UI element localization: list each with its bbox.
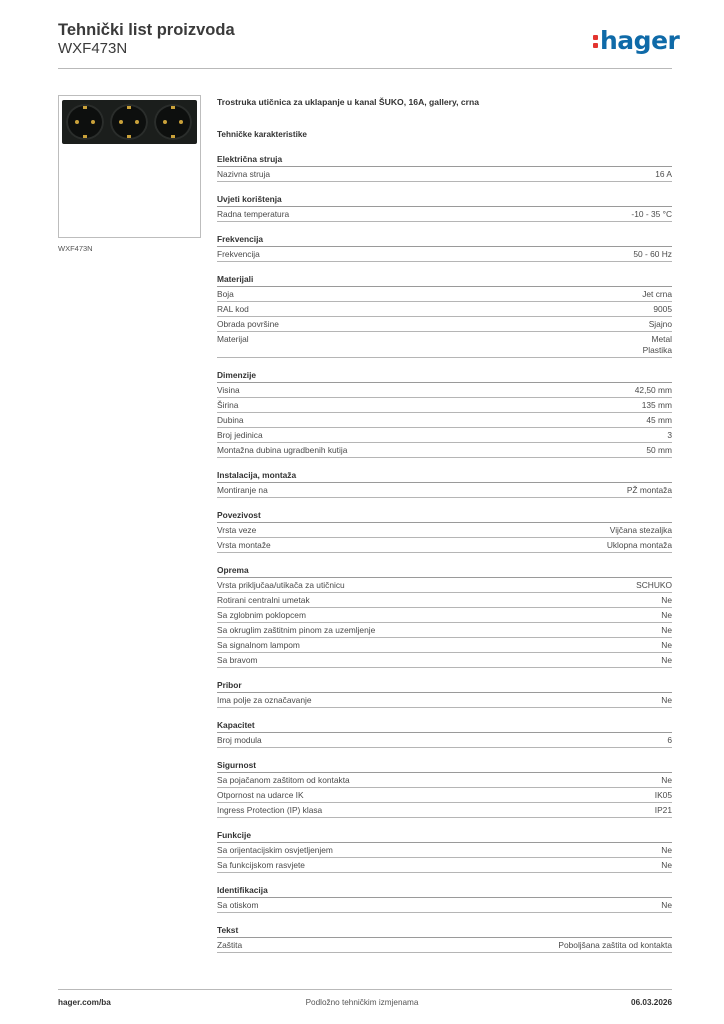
spec-value (661, 640, 672, 651)
spec-value-line: 3 (667, 429, 672, 440)
spec-value-line: SCHUKO (636, 579, 672, 590)
spec-value-line: Metal (651, 334, 672, 344)
section-title: Materijali (217, 273, 672, 287)
spec-value (655, 790, 672, 801)
spec-value-line: IK05 (654, 789, 672, 800)
section-title: Oprema (217, 564, 672, 578)
footer-notice: Podložno tehničkim izmjenama (305, 998, 419, 1007)
spec-row (217, 317, 672, 332)
section-title: Tekst (217, 924, 672, 938)
spec-value-line: 50 - 60 Hz (633, 249, 672, 259)
hager-logo (593, 28, 679, 53)
spec-row (217, 207, 672, 222)
spec-value (646, 415, 672, 426)
spec-value-line: Ne (661, 899, 672, 910)
spec-label: Materijal (217, 334, 249, 344)
spec-row (217, 843, 672, 858)
spec-value-line: Ne (661, 859, 672, 870)
spec-content (217, 95, 672, 953)
spec-row (217, 803, 672, 818)
section-title: Dimenzije (217, 369, 672, 383)
section-title: Funkcije (217, 829, 672, 843)
spec-section (217, 884, 672, 913)
spec-value (607, 540, 672, 551)
spec-label: Frekvencija (217, 249, 260, 259)
spec-section (217, 829, 672, 873)
spec-label: Sa orijentacijskim osvjetljenjem (217, 844, 333, 855)
product-description: Trostruka utičnica za uklapanje u kanal ŠUKO, 16A, gallery, crna (217, 97, 480, 107)
spec-row (217, 898, 672, 913)
spec-value-line: 9005 (653, 304, 672, 314)
spec-row (217, 483, 672, 498)
characteristics-heading: Tehničke karakteristike (217, 130, 307, 139)
spec-value-line: 42,50 mm (634, 384, 672, 395)
spec-label: Rotirani centralni umetak (217, 594, 310, 605)
spec-value (661, 695, 672, 706)
spec-value (661, 860, 672, 871)
logo-dots-icon (593, 28, 598, 48)
spec-row (217, 593, 672, 608)
spec-value-line: -10 - 35 °C (631, 209, 672, 219)
spec-row (217, 167, 672, 182)
spec-value (655, 805, 672, 816)
spec-value (661, 900, 672, 911)
spec-row (217, 788, 672, 803)
spec-value-line: Uklopna montaža (606, 539, 672, 550)
socket-strip-picture (62, 100, 197, 144)
spec-section (217, 369, 672, 458)
section-title: Uvjeti korištenja (217, 193, 672, 207)
spec-label: Sa funkcijskom rasvjete (217, 859, 305, 870)
spec-section (217, 233, 672, 262)
spec-value (633, 249, 672, 260)
spec-label: Montiranje na (217, 484, 268, 495)
spec-label: Sa pojačanom zaštitom od kontakta (217, 774, 350, 785)
logo-text: hager (600, 26, 680, 55)
spec-value-line: 6 (667, 734, 672, 745)
spec-value-line: Poboljšana zaštita od kontakta (558, 939, 672, 950)
spec-label: Sa signalnom lampom (217, 639, 300, 650)
spec-value (631, 209, 672, 220)
spec-row (217, 608, 672, 623)
section-title: Instalacija, montaža (217, 469, 672, 483)
footer-date: 06.03.2026 (631, 998, 672, 1007)
spec-value (667, 735, 672, 746)
spec-value (661, 655, 672, 666)
spec-row (217, 383, 672, 398)
spec-value-line: 45 mm (646, 414, 672, 425)
spec-row (217, 398, 672, 413)
spec-label: Visina (217, 384, 240, 395)
spec-value (627, 485, 672, 496)
spec-value-line: IP21 (654, 804, 672, 815)
spec-label: Ingress Protection (IP) klasa (217, 804, 323, 815)
spec-label: Sa okruglim zaštitnim pinom za uzemljenje (217, 624, 376, 635)
spec-row (217, 332, 672, 358)
spec-section (217, 273, 672, 358)
spec-label: Radna temperatura (217, 209, 290, 219)
spec-value-line: Ne (661, 624, 672, 635)
spec-label: Sa otiskom (217, 899, 259, 910)
spec-row (217, 938, 672, 953)
spec-value (558, 940, 672, 951)
spec-value-line: 50 mm (646, 444, 672, 455)
section-title: Identifikacija (217, 884, 672, 898)
header-divider (58, 68, 672, 69)
spec-label: Vrsta veze (217, 524, 257, 535)
spec-row (217, 733, 672, 748)
spec-value-line: PŽ montaža (626, 484, 672, 495)
spec-label: Sa zglobnim poklopcem (217, 609, 306, 620)
spec-label: Vrsta montaže (217, 539, 271, 550)
spec-value (661, 625, 672, 636)
product-code: WXF473N (58, 40, 128, 57)
spec-value (655, 169, 672, 180)
spec-label: Dubina (217, 414, 244, 425)
spec-value (661, 775, 672, 786)
spec-section (217, 719, 672, 748)
spec-row (217, 538, 672, 553)
spec-label: Broj modula (217, 734, 262, 745)
spec-value (661, 610, 672, 621)
section-title: Frekvencija (217, 233, 672, 247)
spec-section (217, 153, 672, 182)
spec-value (661, 845, 672, 856)
spec-row (217, 428, 672, 443)
spec-section (217, 924, 672, 953)
spec-value-line: Sjajno (648, 319, 672, 329)
spec-label: Obrada površine (217, 319, 279, 329)
spec-section (217, 564, 672, 668)
spec-label: RAL kod (217, 304, 249, 314)
spec-label: Zaštita (217, 939, 243, 950)
spec-section (217, 759, 672, 818)
spec-row (217, 302, 672, 317)
spec-label: Otpornost na udarce IK (217, 789, 304, 800)
spec-row (217, 247, 672, 262)
socket-3 (154, 104, 192, 140)
spec-section (217, 679, 672, 708)
spec-row (217, 623, 672, 638)
spec-value (646, 445, 672, 456)
socket-2 (110, 104, 148, 140)
section-title: Električna struja (217, 153, 672, 167)
spec-value-line: Ne (661, 654, 672, 665)
spec-label: Broj jedinica (217, 429, 263, 440)
spec-value (636, 580, 672, 591)
spec-row (217, 287, 672, 302)
product-image-caption: WXF473N (58, 244, 93, 253)
spec-value-line: Vijčana stezaljka (609, 524, 672, 535)
spec-value (667, 430, 672, 441)
spec-row (217, 653, 672, 668)
spec-label: Nazivna struja (217, 169, 271, 179)
spec-value-line: Ne (661, 594, 672, 605)
spec-value-line: Ne (661, 694, 672, 705)
spec-section (217, 509, 672, 553)
spec-row (217, 523, 672, 538)
spec-label: Širina (217, 399, 239, 410)
spec-value-line: Ne (661, 609, 672, 620)
spec-row (217, 443, 672, 458)
spec-value (643, 334, 672, 355)
spec-value (610, 525, 672, 536)
spec-value (653, 304, 672, 315)
spec-label: Sa bravom (217, 654, 258, 665)
spec-sections (217, 153, 672, 953)
spec-row (217, 858, 672, 873)
spec-row (217, 578, 672, 593)
spec-value (661, 595, 672, 606)
spec-value-line: 16 A (655, 169, 672, 179)
section-title: Pribor (217, 679, 672, 693)
spec-value (642, 400, 672, 411)
spec-value-line: Ne (661, 639, 672, 650)
section-title: Kapacitet (217, 719, 672, 733)
spec-section (217, 469, 672, 498)
spec-label: Ima polje za označavanje (217, 694, 312, 705)
spec-value-line: Ne (661, 844, 672, 855)
footer-divider (58, 989, 672, 990)
spec-value (642, 289, 672, 300)
spec-label: Montažna dubina ugradbenih kutija (217, 444, 348, 455)
spec-value-line: Jet crna (642, 289, 672, 299)
spec-value-line: Ne (661, 774, 672, 785)
spec-value (635, 385, 672, 396)
spec-label: Boja (217, 289, 234, 299)
spec-label: Vrsta priključaa/utikača za utičnicu (217, 579, 345, 590)
spec-value-line: 135 mm (641, 399, 672, 410)
section-title: Sigurnost (217, 759, 672, 773)
spec-row (217, 693, 672, 708)
spec-row (217, 638, 672, 653)
spec-value (649, 319, 672, 330)
socket-1 (66, 104, 104, 140)
footer-website[interactable]: hager.com/ba (58, 998, 111, 1007)
section-title: Povezivost (217, 509, 672, 523)
spec-row (217, 413, 672, 428)
spec-row (217, 773, 672, 788)
spec-value-line: Plastika (642, 344, 672, 355)
product-image (58, 95, 201, 238)
page-title: Tehnički list proizvoda (58, 21, 235, 39)
spec-section (217, 193, 672, 222)
